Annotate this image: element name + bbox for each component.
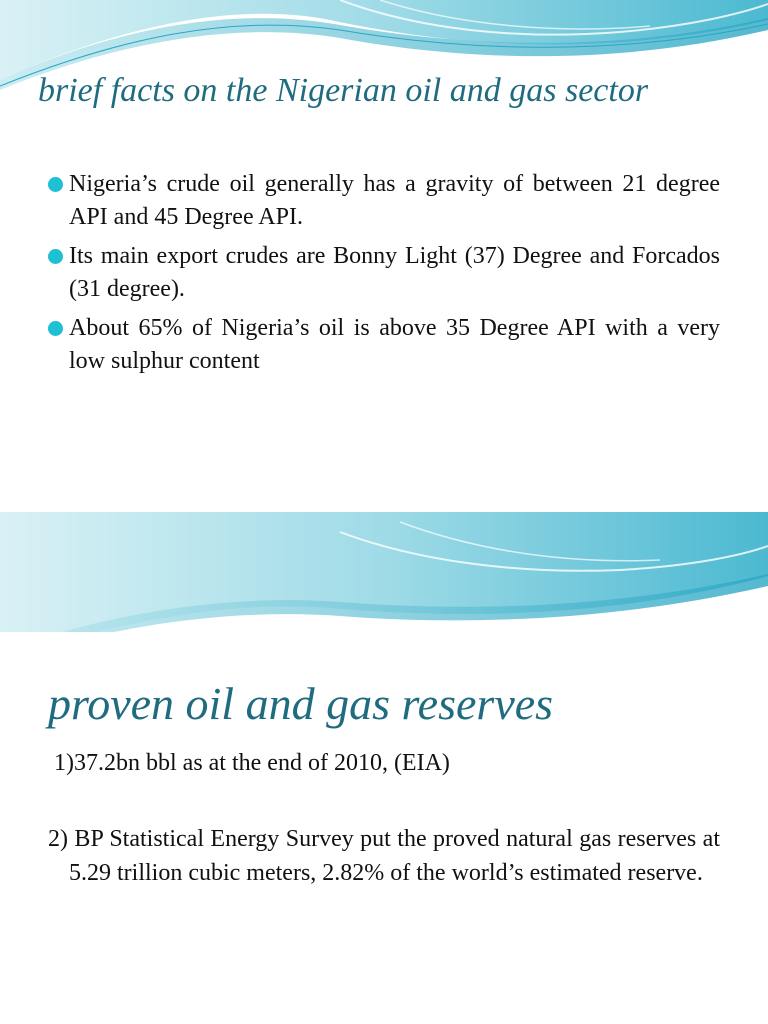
bullet-dot-icon: [48, 321, 63, 336]
slide-title: brief facts on the Nigerian oil and gas sector: [38, 72, 649, 109]
bullet-item: [48, 312, 720, 378]
reserve-item-oil: 1)37.2bn bbl as at the end of 2010, (EIA): [54, 750, 450, 776]
slide-title: proven oil and gas reserves: [48, 678, 554, 729]
bullet-dot-icon: [48, 249, 63, 264]
bullet-list: [48, 168, 720, 384]
bullet-text: Nigeria’s crude oil generally has a gravity of between 21 degree API and 45 Degree API.: [69, 171, 720, 230]
bullet-item: [48, 168, 720, 234]
bullet-text: Its main export crudes are Bonny Light (37) Degree and Forcados (31 degree).: [69, 243, 720, 302]
bullet-item: [48, 240, 720, 306]
bullet-dot-icon: [48, 177, 63, 192]
bullet-text: About 65% of Nigeria’s oil is above 35 Degree API with a very low sulphur content: [69, 315, 720, 374]
reserve-item-gas: 2) BP Statistical Energy Survey put the proved natural gas reserves at 5.29 trillion cubic meters, 2.82% of the world’s estimated reserve.: [48, 826, 720, 886]
slide-2: [0, 512, 768, 1024]
wave-header-decoration: [0, 512, 768, 632]
